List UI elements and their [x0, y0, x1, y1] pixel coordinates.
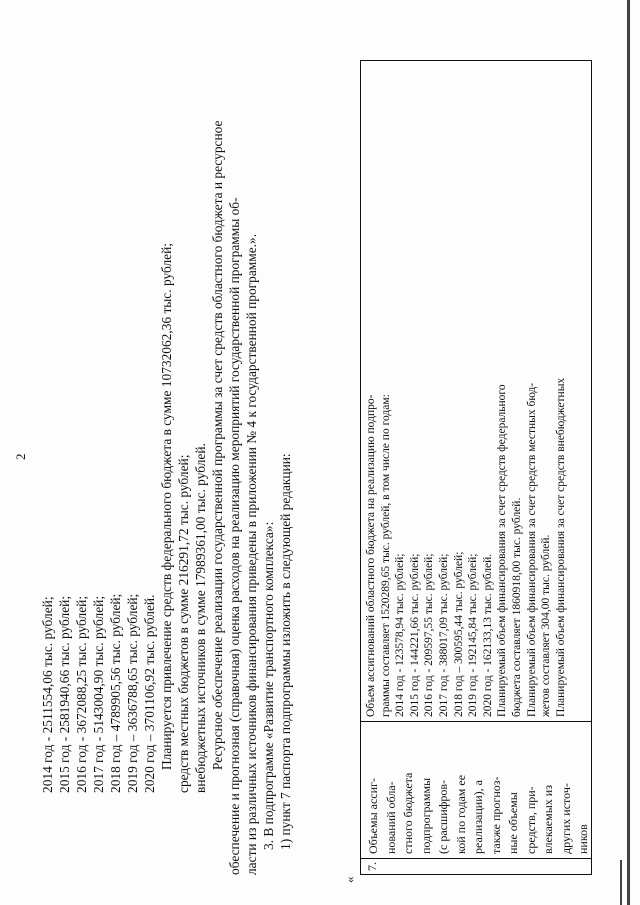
value-cell — [361, 61, 591, 721]
value-line: 2016 год - 209597,55 тыс. рублей; — [423, 553, 436, 717]
text-line: 2014 год - 2511554,06 тыс. рублей; — [40, 596, 55, 793]
text-line: 2017 год - 5143004,90 тыс. рублей; — [91, 595, 106, 793]
text-line: 2020 год – 3701106,92 тыс. рублей. — [142, 594, 157, 793]
text-line: 2019 год – 3636788,65 тыс. рублей; — [125, 593, 140, 793]
text-line: 1) пункт 7 паспорта подпрограммы изложить в следующей редакции: — [278, 453, 293, 850]
passport-table — [360, 60, 592, 875]
text-line: внебюджетных источников в сумме 17989361,00 тыс. рублей. — [193, 443, 208, 793]
value-line: граммы составляет 1520289,65 тыс. рублей, в том числе по годам: — [379, 394, 392, 717]
label-line: подпрограммы — [418, 777, 433, 854]
text-line: Ресурсное обеспечение реализации государственной программы за счет средств областного бюджета и ресурсное — [210, 120, 225, 770]
label-cell — [361, 721, 591, 858]
value-line: Планируемый объем финансирования за счет средств местных бюд- — [525, 382, 538, 717]
label-line: реализации), а — [471, 780, 485, 854]
label-line: также прогноз- — [488, 776, 503, 854]
text-line: ласти из различных источников финансирования приведены в приложении № 4 к государственной программе.». — [244, 233, 259, 875]
text-line: обеспечение и прогнозная (справочная) оценка расходов на реализацию мероприятий государственной программы об- — [227, 197, 242, 875]
text-line: 3. В подпрограмме «Развитие транспортного комплекса»: — [261, 521, 276, 850]
text-line: средств местных бюджетов в сумме 216291,72 тыс. рублей; — [176, 454, 191, 793]
value-line: Объем ассигнований областного бюджета на реализацию подпро- — [365, 394, 377, 717]
value-line: 2020 год - 162133,13 тыс. рублей. — [481, 553, 494, 717]
opening-quote: « — [342, 876, 357, 883]
value-line: Планируемый объем финансирования за счет средств внебюджетных — [554, 377, 567, 717]
label-line: других источ- — [558, 783, 573, 854]
value-line: Планируемый объем финансирования за счет средств федерального — [496, 384, 509, 717]
value-line: 2019 год - 192145,84 тыс. рублей; — [467, 553, 480, 717]
text-line: 2016 год - 3672088,25 тыс. рублей; — [74, 595, 89, 793]
label-line: ные объемы — [506, 792, 520, 854]
value-line: бюджета составляет 1860918,00 тыс. рублей. — [510, 497, 523, 717]
label-line: ников — [576, 824, 590, 854]
value-line: жетов составляет 304,00 тыс. рублей. — [540, 534, 553, 717]
label-line: (с расшифров- — [436, 779, 450, 854]
text-line: 2018 год – 4789905,56 тыс. рублей; — [108, 593, 123, 793]
page-number: 2 — [13, 453, 28, 460]
label-line: влекаемых из — [541, 785, 555, 854]
value-line: 2014 год - 123578,94 тыс. рублей; — [394, 553, 407, 717]
value-line: 2015 год - 144221,66 тыс. рублей; — [408, 553, 421, 717]
value-line: 2018 год – 300595,44 тыс. рублей; — [452, 551, 465, 717]
text-line: 2015 год - 2581940,66 тыс. рублей; — [57, 595, 72, 793]
label-line: кой по годам ее — [453, 774, 468, 854]
value-line: 2017 год - 388017,09 тыс. рублей; — [437, 553, 450, 717]
row-number-cell: 7. — [361, 858, 591, 874]
label-line: стного бюджета — [401, 772, 415, 854]
label-line: нований обла- — [383, 781, 398, 854]
label-line: средств, при- — [523, 786, 538, 854]
label-line: Объемы ассиг- — [366, 778, 380, 854]
text-line: Планируется привлечение средств федерального бюджета в сумме 10732062,36 тыс. рублей; — [159, 243, 174, 770]
